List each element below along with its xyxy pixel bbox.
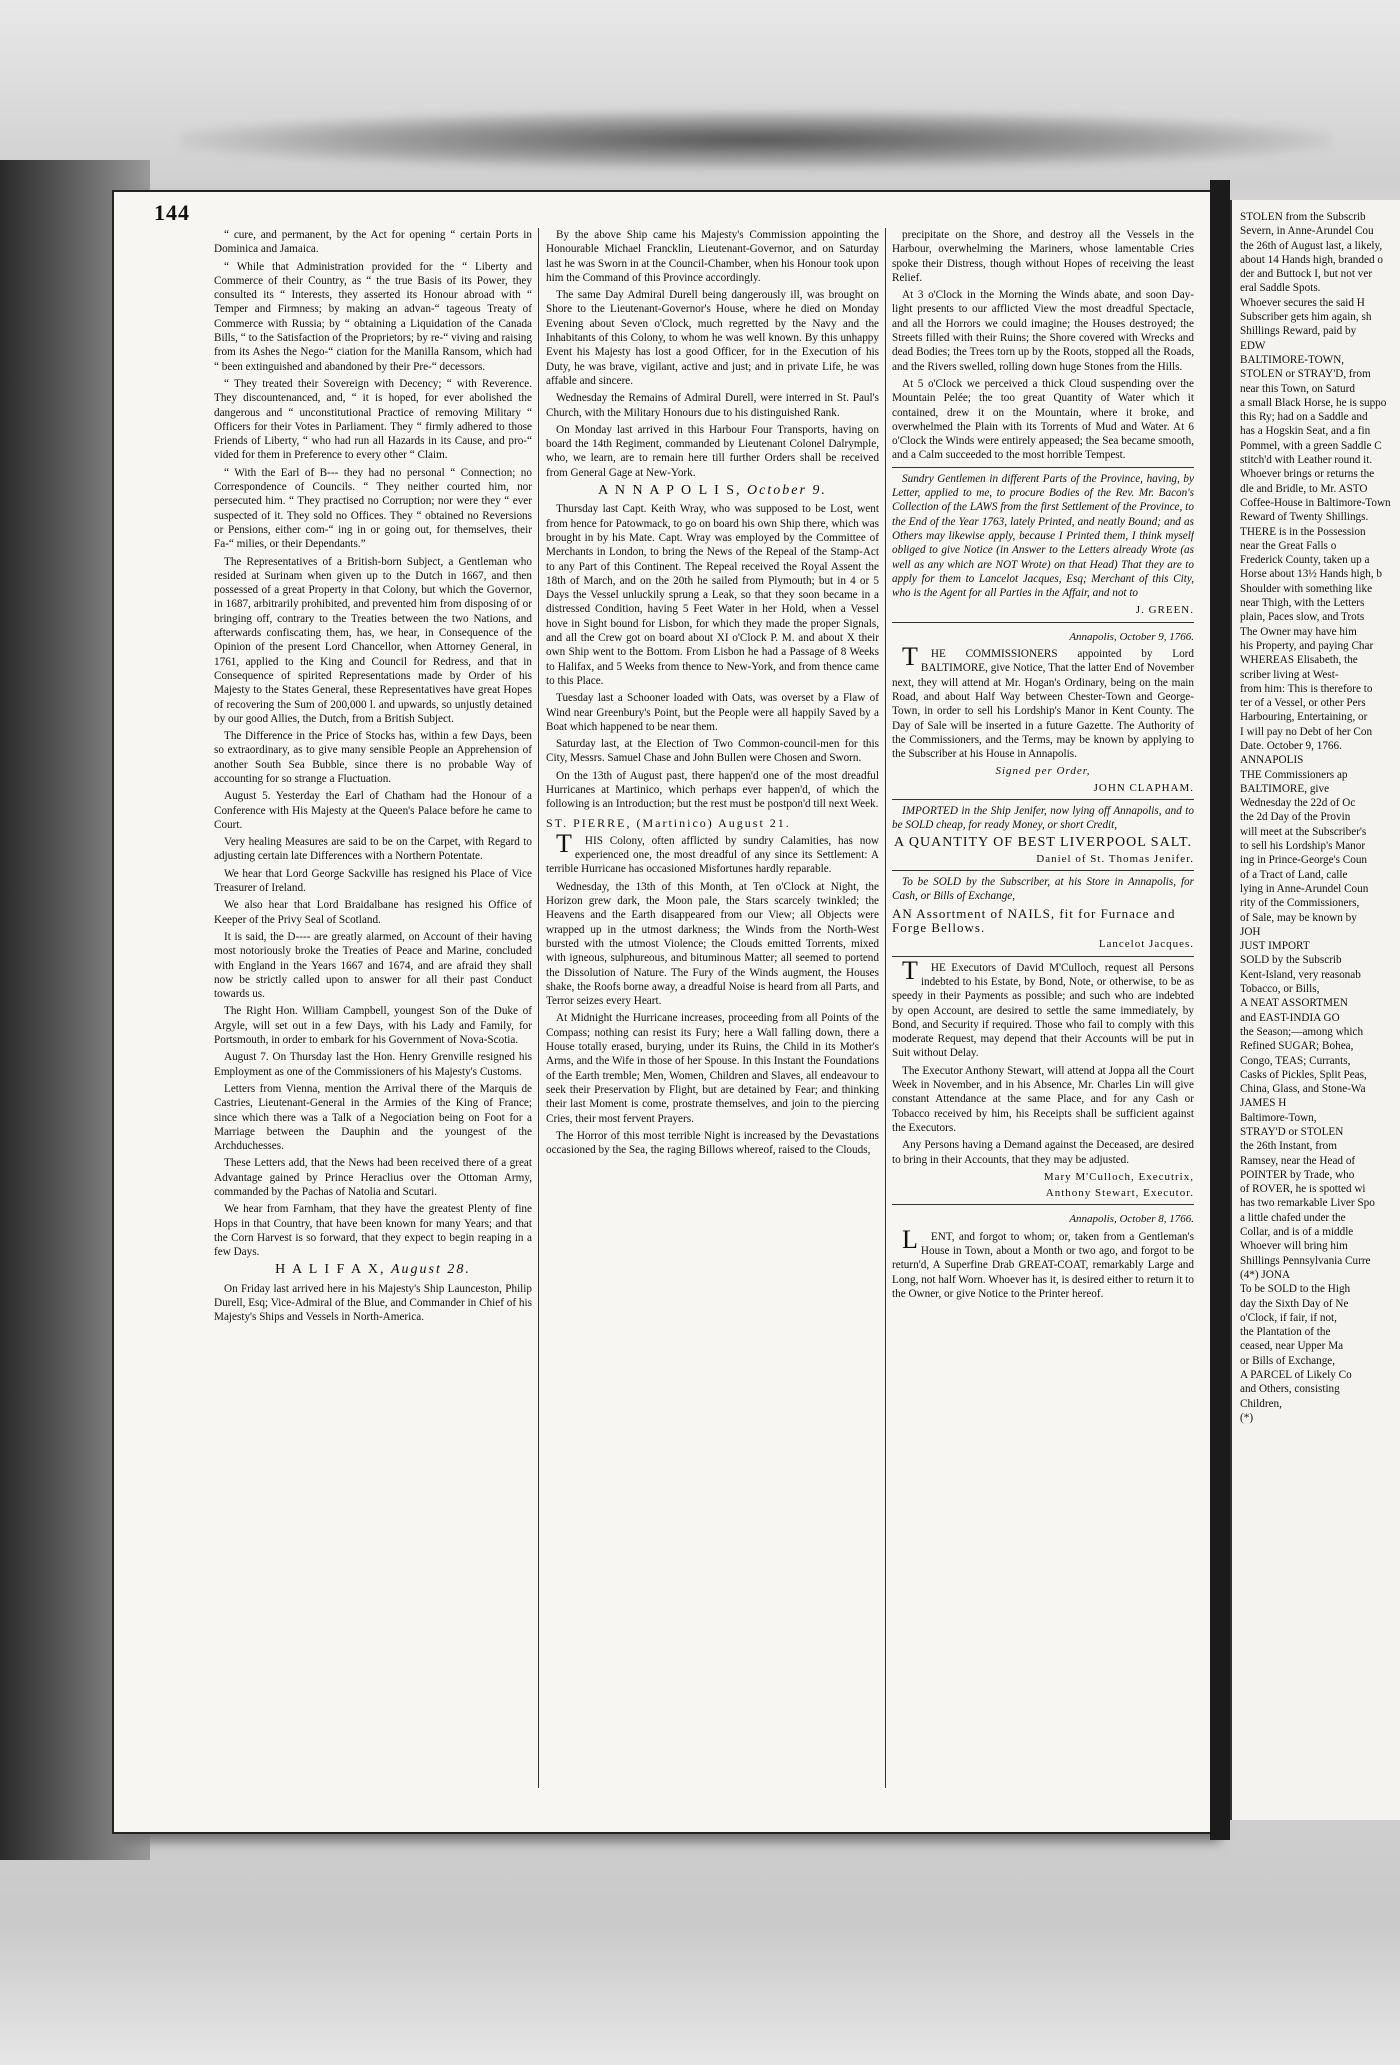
paragraph: By the above Ship came his Majesty's Commission appointing the Honourable Michael Francklin, Lieutenant-Governor, and on Saturday last he was Sworn in at the Council-Chamber, when his Honour took upon him the Command of this Province accordingly.	[546, 229, 879, 284]
adjacent-page-line: Subscriber gets him again, sh	[1240, 311, 1372, 324]
adjacent-page-line: dle and Bridle, to Mr. ASTO	[1240, 482, 1368, 495]
adjacent-page-line: Casks of Pickles, Split Peas,	[1240, 1068, 1367, 1081]
paragraph: At 5 o'Clock we perceived a thick Cloud suspending over the Mountain Pelée; the too great Quantity of Water which it contained, drew it on the Mountain, where it broke, and overwhelmed the Plain with its Torrents of Mud and Water. At 6 o'Clock the Winds were entirely appeased; the Sea became smooth, and a Calm succeeded to the most horrible Tempest.	[892, 377, 1194, 462]
adjacent-page-line: Congo, TEAS; Currants,	[1240, 1054, 1351, 1067]
ad-dateline: Annapolis, October 8, 1766.	[1069, 1213, 1194, 1226]
adjacent-page-line: Baltimore-Town,	[1240, 1111, 1317, 1124]
great-coat-ad	[892, 1204, 1194, 1301]
ad-signed: Signed per Order,	[995, 765, 1091, 778]
paragraph: Tuesday last a Schooner loaded with Oats, was overset by a Flaw of Wind near Greenbury's Point, but the People were all happily Saved by a Boat which happened to be near them.	[546, 692, 879, 733]
adjacent-page-line: The Owner may have him	[1240, 625, 1357, 638]
adjacent-page-line: WHEREAS Elisabeth, the	[1240, 654, 1358, 667]
paragraph: “ They treated their Sovereign with Decency; “ with Reverence. They discountenanced, and, “ it is hoped, for ever abolished the dangerous and “ unconstitutional Practice of removing Military “ Officers for their Votes in Parliament. They “ firmly adhered to those Friends of Liberty, “ who had run all Hazards in its Cause, and pro-“ vided for them in Preference to every other “ Claim.	[214, 377, 532, 462]
ad-signature: Lancelot Jacques.	[1098, 938, 1194, 951]
ad-text: THE Executors of David M'Culloch, request all Persons indebted to his Estate, by Bond, Note, or otherwise, to be as speedy in their Payments as possible; and such who are indebted by open Account, are desired to settle the same immediately, by Bond, and Security if required. Those who fail to comply with this moderate Request, may depend that their Accounts will be put in Suit without Delay.	[892, 955, 1194, 1060]
page-gutter	[1210, 180, 1230, 1840]
laws-notice	[892, 467, 1194, 618]
adjacent-page-line: of ROVER, he is spotted wi	[1240, 1183, 1366, 1196]
paragraph: precipitate on the Shore, and destroy all the Vessels in the Harbour, overwhelming the Mariners, whose lamentable Cries spoke their Distress, though without Hopes of receiving the least Relief.	[892, 229, 1194, 284]
adjacent-page-line: has two remarkable Liver Spo	[1240, 1197, 1375, 1210]
adjacent-page-line: (4*) JONA	[1240, 1268, 1291, 1281]
annapolis-dateline	[546, 484, 879, 498]
adjacent-page-line: BALTIMORE, give	[1240, 782, 1330, 795]
adjacent-page-line: ANNAPOLIS	[1240, 754, 1304, 767]
paragraph: “ While that Administration provided for the “ Liberty and Commerce of their Country, as “ the true Basis of its Power, they consulted its “ Interests, they asserted its Honour abroad with “ Temper and Firmness; by making an advan-“ tageous Treaty of Commerce with Russia; by “ obtaining a Liquidation of the Canada Bills, “ to the Satisfaction of the Proprietors; by re-“ viving and raising from its Ashes the Nego-“ ciation for the Manilla Ransom, which had “ been extinguished and abandoned by their Pre-“ decessors.	[214, 260, 532, 373]
dateline-date: October 9.	[747, 483, 827, 499]
paragraph: On Monday last arrived in this Harbour Four Transports, having on board the 14th Regiment, commanded by Lieutenant Colonel Dalrymple, who, we learn, are to remain here till further Orders shall be received from General Gage at New-York.	[546, 423, 879, 479]
notice-text: Sundry Gentlemen in different Parts of the Province, having, by Letter, applied to me, to procure Bodies of the Rev. Mr. Bacon's Collection of the LAWS from the first Settlement of the Province, to the End of the Year 1763, lately Printed, and neatly Bound; and as Others may likewise apply, because I Printed them, I think myself obliged to give Notice (in Answer to the Letters already Wrote (as well as any which are NOT Wrote) on that Head) That they are to apply for them to Lancelot Jacques, Esq; Merchant of this City, who is the Agent for all Parties in the Affair, and not to	[892, 472, 1194, 600]
adjacent-page-line: Tobacco, or Bills,	[1240, 983, 1320, 996]
ad-dateline: Annapolis, October 9, 1766.	[1069, 630, 1194, 643]
executors-ad	[892, 956, 1194, 1201]
adjacent-page-line: to sell his Lordship's Manor	[1240, 840, 1366, 853]
adjacent-page-line: near Thigh, with the Letters	[1240, 597, 1365, 610]
adjacent-page-line: of a Tract of Land, calle	[1240, 868, 1348, 881]
paragraph: On Friday last arrived here in his Majesty's Ship Launceston, Philip Durell, Esq; Vice-Admiral of the Blue, and Commander in Chief of his Majesty's Ships and Vessels in North-America.	[214, 1282, 532, 1324]
adjacent-page-line: Shoulder with something like	[1240, 582, 1373, 595]
adjacent-page-line: Shillings Reward, paid by	[1240, 325, 1357, 338]
adjacent-page-line: Coffee-House in Baltimore-Town	[1240, 496, 1391, 509]
adjacent-page-line: Whoever brings or returns the	[1240, 468, 1375, 481]
adjacent-page-line: Harbouring, Entertaining, or	[1240, 711, 1368, 724]
adjacent-page-line: and Others, consisting	[1240, 1383, 1340, 1396]
adjacent-page-line: from him: This is therefore to	[1240, 682, 1373, 695]
column-rule	[885, 228, 886, 1788]
paragraph: On the 13th of August past, there happen'd one of the most dreadful Hurricanes at Martinico, which perhaps ever happen'd, of which the following is an Introduction; but the rest must be postpon'd till next Week.	[546, 769, 879, 811]
page-number: 144	[154, 200, 190, 225]
adjacent-page-line: Date. October 9, 1766.	[1240, 739, 1342, 752]
adjacent-page-line: STRAY'D or STOLEN	[1240, 1126, 1344, 1138]
adjacent-page-line: near the Great Falls o	[1240, 539, 1337, 552]
adjacent-page-line: Children,	[1240, 1397, 1282, 1410]
adjacent-page-line: scriber living at West-	[1240, 668, 1339, 681]
adjacent-page-line: STOLEN or STRAY'D, from	[1240, 368, 1371, 381]
ad-intro: To be SOLD by the Subscriber, at his Store in Annapolis, for Cash, or Bills of Exchange,	[892, 876, 1194, 903]
ad-text: Any Persons having a Demand against the Deceased, are desired to bring in their Accounts, that they may be adjusted.	[892, 1139, 1194, 1166]
ad-headline: AN Assortment of NAILS, fit for Furnace and Forge Bellows.	[892, 905, 1176, 936]
adjacent-page-line: EDW	[1240, 339, 1266, 352]
adjacent-page-line: Reward of Twenty Shillings.	[1240, 511, 1369, 524]
adjacent-page-line: has a Hogskin Seat, and a fin	[1240, 425, 1371, 438]
ad-signature: JOHN CLAPHAM.	[1093, 781, 1194, 794]
adjacent-page	[1230, 200, 1400, 1820]
paragraph: At 3 o'Clock in the Morning the Winds abate, and soon Day-light presents to our afflicted View the most dreadful Spectacle, and all the Horrors we could imagine; the Houses destroyed; the Streets filled with their Ruins; the Shore covered with Wrecks and dead Bodies; the Trees torn up by the Roots, stopped all the Roads, and the Rivers swelled, rolling down huge Stones from the Hills.	[892, 289, 1194, 373]
paragraph: These Letters add, that the News had been received there of a great Advantage gained by Prince Heraclius over the Ottoman Army, commanded by the Pachas of Natolia and Scutari.	[214, 1157, 532, 1198]
adjacent-page-line: eral Saddle Spots.	[1240, 282, 1321, 295]
adjacent-page-line: Frederick County, taken up a	[1240, 554, 1370, 567]
ad-intro: IMPORTED in the Ship Jenifer, now lying off Annapolis, and to be SOLD cheap, for ready Money, or short Credit,	[892, 804, 1194, 832]
column-1	[214, 228, 532, 1788]
adjacent-page-line: SOLD by the Subscrib	[1240, 954, 1342, 967]
adjacent-page-line: Wednesday the 22d of Oc	[1240, 797, 1356, 810]
paragraph: The Right Hon. William Campbell, youngest Son of the Duke of Argyle, will set out in a few Days, with his Lady and Family, for Portsmouth, in order to embark for his Government of Nova-Scotia.	[214, 1005, 532, 1047]
paragraph: Letters from Vienna, mention the Arrival there of the Marquis de Castries, Lieutenant-General in the Armies of the King of France; since which there was a Talk of a Negociation being on Foot for a Marriage between the Dauphin and the youngest of the Archduchesses.	[214, 1082, 532, 1153]
adjacent-page-line: lying in Anne-Arundel Coun	[1240, 882, 1369, 895]
paragraph: Saturday last, at the Election of Two Common-council-men for this City, Messrs. Samuel Chase and John Bullen were Chosen and Sworn.	[546, 738, 879, 765]
adjacent-page-line: his Property, and paying Char	[1240, 639, 1374, 652]
ad-signature: Mary M'Culloch, Executrix,	[1043, 1170, 1194, 1183]
adjacent-page-line: will meet at the Subscriber's	[1240, 825, 1367, 838]
commissioners-ad	[892, 622, 1194, 795]
adjacent-page-line: this Ry; had on a Saddle and	[1240, 411, 1368, 424]
ad-signature: Daniel of St. Thomas Jenifer.	[1036, 852, 1194, 865]
adjacent-page-line: rity of the Commissioners,	[1240, 897, 1360, 910]
adjacent-page-line: ter of a Vessel, or other Pers	[1240, 697, 1366, 710]
ad-text: LENT, and forgot to whom; or, taken from a Gentleman's House in Town, about a Month or two ago, and forgot to be return'd, A Superfine Drab GREAT-COAT, remarkably Large and Long, not half Worn. Whoever has it, is desired either to return it to the Owner, or give Notice to the Printer hereof.	[892, 1224, 1194, 1300]
adjacent-page-line: a little chafed under the	[1240, 1211, 1346, 1224]
adjacent-page-line: STOLEN from the Subscrib	[1240, 211, 1366, 223]
ad-text: THE COMMISSIONERS appointed by Lord BALTIMORE, give Notice, That the latter End of November next, they will attend at Mr. Hogan's Ordinary, being on the main Road, and about Half Way between Chester-Town and George-Town, in order to sell his Lordship's Manor in Kent County. The Day of Sale will be inserted in a future Gazette. The Authority of the Commissioners, and the Terms, may be known by applying to the Subscriber at his House in Annapolis.	[892, 642, 1194, 761]
paragraph: We hear that Lord George Sackville has resigned his Place of Vice Treasurer of Ireland.	[214, 867, 532, 895]
paragraph: THIS Colony, often afflicted by sundry Calamities, has now experienced one, the most dreadful of any since its Settlement: A terrible Hurricane has occasioned Misfortunes hardly reparable.	[546, 828, 879, 876]
adjacent-page-line: ing in Prince-George's Coun	[1240, 854, 1368, 867]
adjacent-page-line: Whoever will bring him	[1240, 1240, 1348, 1253]
adjacent-page-line: JUST IMPORT	[1240, 940, 1310, 953]
adjacent-page-line: BALTIMORE-TOWN,	[1240, 353, 1345, 366]
paragraph: At Midnight the Hurricane increases, proceeding from all Points of the Compass; nothing can resist its Fury; here a Wall falling down, there a House totally erased, burying, under its Ruins, the Child in its Mother's Arms, and the Wife in those of her Spouse. In this Instant the Foundations of the Earth tremble; Men, Women, Children and Slaves, all endeavour to seek their Preservation by Flight, but are detained by Fear; and thinking their last Moment is come, prostrate themselves, and join to the piercing Cries, their most fervent Prayers.	[546, 1012, 879, 1125]
paragraph: We hear from Farnham, that they have the greatest Plenty of fine Hops in that Country, that have been known for many Years; and that the Corn Harvest is so forward, that they expect to begin reaping in a few Days.	[214, 1203, 532, 1259]
adjacent-page-line: Refined SUGAR; Bohea,	[1240, 1040, 1354, 1053]
salt-ad	[892, 799, 1194, 866]
paragraph: The same Day Admiral Durell being dangerously ill, was brought on Shore to the Lieutenant-Governor's House, where he died on Monday Evening about Seven o'Clock, much regretted by the Navy and the Inhabitants of this Colony, to whom he was well known. By this unhappy Event his Majesty has lost a good Officer, for in the Execution of his Duty, he was brave, vigilant, active and just; and in private Life, he was affable and sincere.	[546, 289, 879, 387]
paragraph: The Horror of this most terrible Night is increased by the Devastations occasioned by the Sea, the raging Billows whereof, raised to the Clouds,	[546, 1129, 879, 1157]
newspaper-page	[112, 190, 1214, 1834]
paragraph: August 7. On Thursday last the Hon. Henry Grenville resigned his Employment as one of the Commissioners of his Majesty's Customs.	[214, 1051, 532, 1078]
adjacent-page-line: JAMES H	[1240, 1097, 1287, 1110]
adjacent-page-line: Collar, and is of a middle	[1240, 1226, 1354, 1239]
adjacent-page-line: plain, Paces slow, and Trots	[1240, 611, 1365, 624]
adjacent-page-line: A NEAT ASSORTMEN	[1240, 997, 1348, 1010]
adjacent-page-line: Ramsey, near the Head of	[1240, 1154, 1356, 1167]
paragraph: The Difference in the Price of Stocks has, within a few Days, been so extraordinary, as to give many sensible People an Apprehension of another South Sea Bubble, since there is no probable Way of accounting for so strange a Fluctuation.	[214, 730, 532, 785]
binding-shadow	[180, 110, 1330, 170]
adjacent-page-line: Severn, in Anne-Arundel Cou	[1240, 225, 1374, 238]
adjacent-page-line: a small Black Horse, he is suppo	[1240, 396, 1387, 409]
adjacent-page-line: ceased, near Upper Ma	[1240, 1340, 1344, 1353]
adjacent-page-line: I will pay no Debt of her Con	[1240, 725, 1373, 738]
adjacent-page-column	[1240, 210, 1398, 1425]
paragraph: We also hear that Lord Braidalbane has resigned his Office of Keeper of the Privy Seal of Scotland.	[214, 899, 532, 926]
adjacent-page-line: of Sale, may be known by	[1240, 911, 1357, 924]
adjacent-page-line: Shillings Pennsylvania Curre	[1240, 1254, 1371, 1267]
adjacent-page-line: stitch'd with Leather round it.	[1240, 454, 1373, 467]
dateline-place: H A L I F A X,	[275, 1262, 386, 1278]
ad-signature: Anthony Stewart, Executor.	[1045, 1187, 1194, 1200]
adjacent-page-line: Kent-Island, very reasonab	[1240, 968, 1361, 981]
adjacent-page-line: the 2d Day of the Provin	[1240, 811, 1351, 824]
adjacent-page-line: JOH	[1240, 925, 1261, 938]
ad-headline: A QUANTITY OF BEST LIVERPOOL SALT.	[894, 834, 1192, 850]
notice-signature: J. GREEN.	[1135, 604, 1194, 617]
adjacent-page-line: the Season;—among which	[1240, 1025, 1364, 1038]
adjacent-page-line: THERE is in the Possession	[1240, 525, 1366, 538]
adjacent-page-line: China, Glass, and Stone-Wa	[1240, 1083, 1366, 1096]
column-rule	[538, 228, 539, 1788]
adjacent-page-line: the Plantation of the	[1240, 1326, 1331, 1339]
adjacent-page-line: A PARCEL of Likely Co	[1240, 1369, 1352, 1382]
dateline-date: August 28.	[390, 1262, 471, 1278]
paragraph: “ With the Earl of B--- they had no personal “ Connection; no Correspondence of Councils. “ They neither courted him, nor persecuted him. “ They practised no Corruption; nor were they “ ever suspected of it. They sold no Offices. They “ obtained no Reversions or Pensions, either com-“ ing in or going out, for themselves, their Fa-“ milies, or their Dependants.”	[214, 466, 532, 551]
adjacent-page-line: the 26th Instant, from	[1240, 1140, 1337, 1153]
adjacent-page-line: (*)	[1240, 1411, 1254, 1424]
adjacent-page-line: day the Sixth Day of Ne	[1240, 1297, 1349, 1310]
paragraph: August 5. Yesterday the Earl of Chatham had the Honour of a Conference with His Majesty at the Queen's Palace before he came to Court.	[214, 790, 532, 831]
adjacent-page-line: near this Town, on Saturd	[1240, 382, 1355, 395]
adjacent-page-line: POINTER by Trade, who	[1240, 1168, 1355, 1181]
dateline-place: A N N A P O L I S,	[598, 483, 742, 499]
column-3	[892, 228, 1194, 1788]
adjacent-page-line: or Bills of Exchange,	[1240, 1354, 1336, 1367]
paragraph: The Representatives of a British-born Subject, a Gentleman who resided at Surinam when given up to the Dutch in 1667, and then possessed of a great Property in that Colony, but which the Governor, in 1687, arbitrarily prohibited, and prevented him from disposing of or bringing off, contrary to the Treaties between the two Nations, and afterwards confiscating them, has, we hear, in Consequence of the Opinion of the present Lord Chancellor, when Attorney General, in 1761, applied to the King and Council for Redress, and that in Consequence of spirited Representations made by Order of his Majesty to the States General, these Representatives have great Hopes of recovering the Sum of 200,000 l. and upwards, so unjustly detained by our good Allies, the Dutch, from a British Subject.	[214, 555, 532, 725]
adjacent-page-line: o'Clock, if fair, if not,	[1240, 1311, 1337, 1324]
adjacent-page-line: THE Commissioners ap	[1240, 768, 1348, 781]
adjacent-page-line: about 14 Hands high, branded o	[1240, 253, 1383, 266]
adjacent-page-line: der and Buttock I, but not ver	[1240, 268, 1373, 281]
paragraph: “ cure, and permanent, by the Act for opening “ certain Ports in Dominica and Jamaica.	[214, 229, 532, 256]
paragraph: Wednesday, the 13th of this Month, at Ten o'Clock at Night, the Horizon grew dark, the Moon pale, the Stars scarcely twinkled; the Heavens and the Earth disappeared from our View; all Objects were wrapped up in the utmost darkness; the Winds from the North-West bursted with the utmost Violence; the Clouds emitted Torrents, mixed with igneous, sulphureous, and bituminous Matter; all seemed to portend the Dissolution of Nature. The Fury of the Winds augment, the Houses shake, the Roofs borne away, a dreadful Noise is heard from all Parts, and Terror seizes every Heart.	[546, 880, 879, 1008]
adjacent-page-line: Whoever secures the said H	[1240, 296, 1365, 309]
nails-ad	[892, 870, 1194, 951]
adjacent-page-line: the 26th of August last, a likely,	[1240, 239, 1383, 252]
column-2	[546, 228, 879, 1788]
adjacent-page-line: To be SOLD to the High	[1240, 1283, 1351, 1296]
paragraph: Wednesday the Remains of Admiral Durell, were interred in St. Paul's Church, with the Military Honours due to his distinguished Rank.	[546, 392, 879, 419]
paragraph: Thursday last Capt. Keith Wray, who was supposed to be Lost, went from hence for Patowmack, to go on board his own Ship there, which was brought in by his Mate. Capt. Wray was employed by the Committee of Merchants in London, to bring the News of the Repeal of the Stamp-Act to any Part of this Continent. The Repeal received the Royal Assent the 18th of March, and on the 20th he sailed from Plymouth; but in 4 or 5 Days the Vessel unluckily sprung a Leak, so that they soon became in a distressed Condition, having 5 Feet Water in her Hold, when a Vessel hove in Sight bound for Lisbon, for which they made the proper Signals, and all the Crew got on board about XI o'Clock P. M. and about X their own Ship went to the Bottom. From Lisbon he had a Passage of 8 Weeks to Halifax, and 5 Weeks from thence to New-York, and from thence came to this Place.	[546, 503, 879, 687]
halifax-dateline	[214, 1263, 532, 1277]
adjacent-page-line: Horse about 13½ Hands high, b	[1240, 568, 1383, 581]
paragraph: Very healing Measures are said to be on the Carpet, with Regard to adjusting certain late Differences with a Northern Potentate.	[214, 836, 532, 863]
st-pierre-dateline: ST. PIERRE, (Martinico) August 21.	[546, 815, 791, 830]
paragraph: It is said, the D---- are greatly alarmed, on Account of their having most notoriously broke the Treaties of Peace and Marine, concluded with England in the Years 1667 and 1674, and are afraid they shall now be strictly called upon to answer for all their past Conduct towards us.	[214, 930, 532, 1001]
ad-text: The Executor Anthony Stewart, will attend at Joppa all the Court Week in November, and in his Absence, Mr. Charles Lin will give constant Attendance at the same Place, and for any Cash or Tobacco received by him, his Receipts shall be sufficient against the Executors.	[892, 1064, 1194, 1134]
adjacent-page-line: Pommel, with a green Saddle C	[1240, 439, 1382, 452]
adjacent-page-line: and EAST-INDIA GO	[1240, 1011, 1340, 1024]
